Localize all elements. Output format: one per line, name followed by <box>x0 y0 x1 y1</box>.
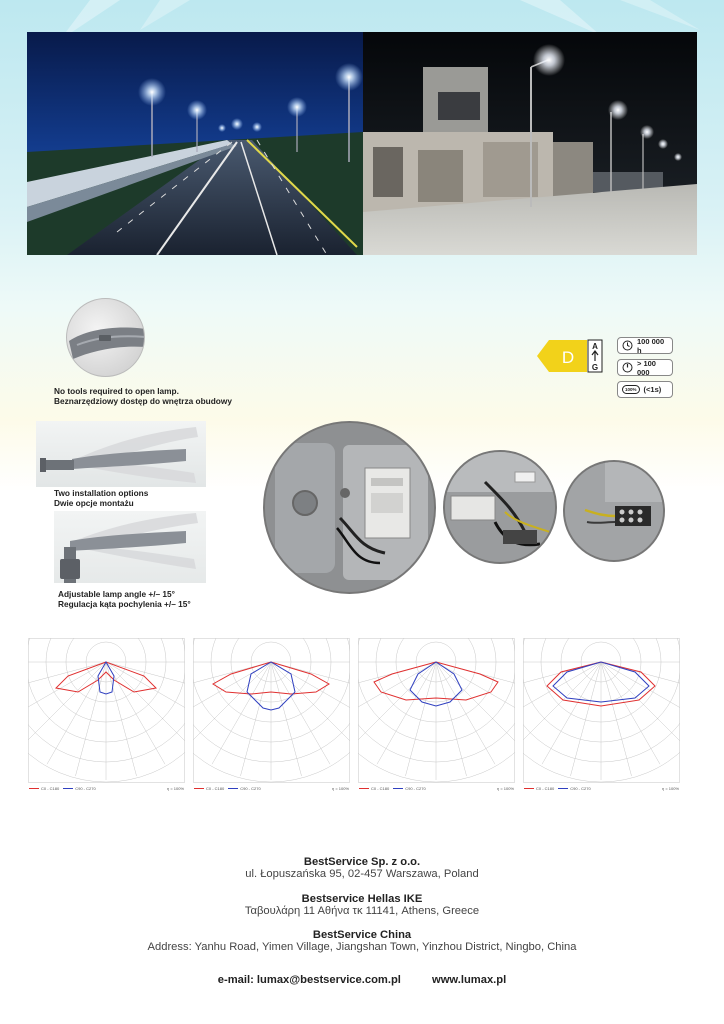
legend-c90: C90 - C270 <box>570 786 591 791</box>
tools-caption-en: No tools required to open lamp. <box>54 386 179 396</box>
installation-options-image <box>36 421 206 487</box>
polar-diagram-4-legend <box>524 786 679 791</box>
open-housing-driver-image <box>263 421 436 594</box>
company-address-china: Address: Yanhu Road, Yimen Village, Jiangshan Town, Yinzhou District, Ningbo, China <box>147 941 577 953</box>
polar-diagram-4 <box>523 638 680 791</box>
instant-start-value: (<1s) <box>643 385 662 394</box>
legend-c0: C0 - C180 <box>536 786 555 791</box>
footer-company-3 <box>0 929 724 953</box>
efficiency-label: η = 100% <box>661 786 679 791</box>
wiring-terminal-image <box>443 450 557 564</box>
clock-icon <box>622 340 633 351</box>
legend-c90: C90 - C270 <box>405 786 426 791</box>
residential-street-photo <box>363 32 697 255</box>
polar-diagram-1-legend <box>29 786 184 791</box>
tools-caption <box>54 386 232 406</box>
angle-caption-en: Adjustable lamp angle +/– 15° <box>58 589 175 599</box>
highway-night-photo <box>27 32 363 255</box>
legend-c90: C90 - C270 <box>240 786 261 791</box>
terminal-block-image <box>563 460 665 562</box>
efficiency-label: η = 100% <box>331 786 349 791</box>
contact-line <box>0 974 724 986</box>
switching-cycles-value: > 100 000 <box>637 358 656 377</box>
polar-diagram-1 <box>28 638 185 791</box>
legend-c0: C0 - C180 <box>206 786 225 791</box>
polar-diagram-3-chart <box>358 638 515 783</box>
efficiency-label: η = 100% <box>496 786 514 791</box>
energy-scale-top: A <box>592 342 598 351</box>
company-name-china: BestService China <box>312 929 412 941</box>
installation-caption <box>54 488 148 508</box>
lifetime-badge <box>617 337 673 354</box>
company-name-greece: Bestservice Hellas IKE <box>301 893 423 905</box>
legend-c0: C0 - C180 <box>371 786 390 791</box>
lifetime-value: 100 000 h <box>637 336 665 355</box>
power-switch-icon <box>622 362 633 373</box>
website-link[interactable]: www.lumax.pl <box>432 974 507 986</box>
installation-caption-en: Two installation options <box>54 488 149 498</box>
legend-c90: C90 - C270 <box>75 786 96 791</box>
lamp-head-detail-image <box>66 298 145 377</box>
polar-diagram-2-legend <box>194 786 349 791</box>
energy-scale-bottom: G <box>591 363 599 372</box>
legend-c0: C0 - C180 <box>41 786 60 791</box>
polar-diagram-4-chart <box>523 638 680 783</box>
instant-start-badge <box>617 381 673 398</box>
angle-caption <box>58 589 191 609</box>
full-power-icon: 100% <box>622 385 640 394</box>
angle-caption-pl: Regulacja kąta pochylenia +/– 15° <box>58 599 191 609</box>
tools-caption-pl: Beznarzędziowy dostęp do wnętrza obudowy <box>54 396 232 406</box>
installation-caption-pl: Dwie opcje montażu <box>54 498 134 508</box>
footer-company-1 <box>0 856 724 880</box>
energy-class-label <box>535 336 605 376</box>
energy-class-value: D <box>561 348 575 367</box>
email-link[interactable]: e-mail: lumax@bestservice.com.pl <box>217 974 401 986</box>
polar-diagram-3-legend <box>359 786 514 791</box>
polar-diagram-2-chart <box>193 638 350 783</box>
efficiency-label: η = 100% <box>166 786 184 791</box>
polar-diagram-3 <box>358 638 515 791</box>
polar-diagram-1-chart <box>28 638 185 783</box>
footer-company-2 <box>0 893 724 917</box>
company-address-poland: ul. Łopuszańska 95, 02-457 Warszawa, Poland <box>245 868 479 880</box>
switching-cycles-badge <box>617 359 673 376</box>
lamp-angle-image <box>54 511 206 583</box>
polar-diagram-2 <box>193 638 350 791</box>
company-name-poland: BestService Sp. z o.o. <box>303 856 421 868</box>
company-address-greece: Ταβουλάρη 11 Αθήνα τκ 11141, Athens, Greece <box>244 905 480 917</box>
